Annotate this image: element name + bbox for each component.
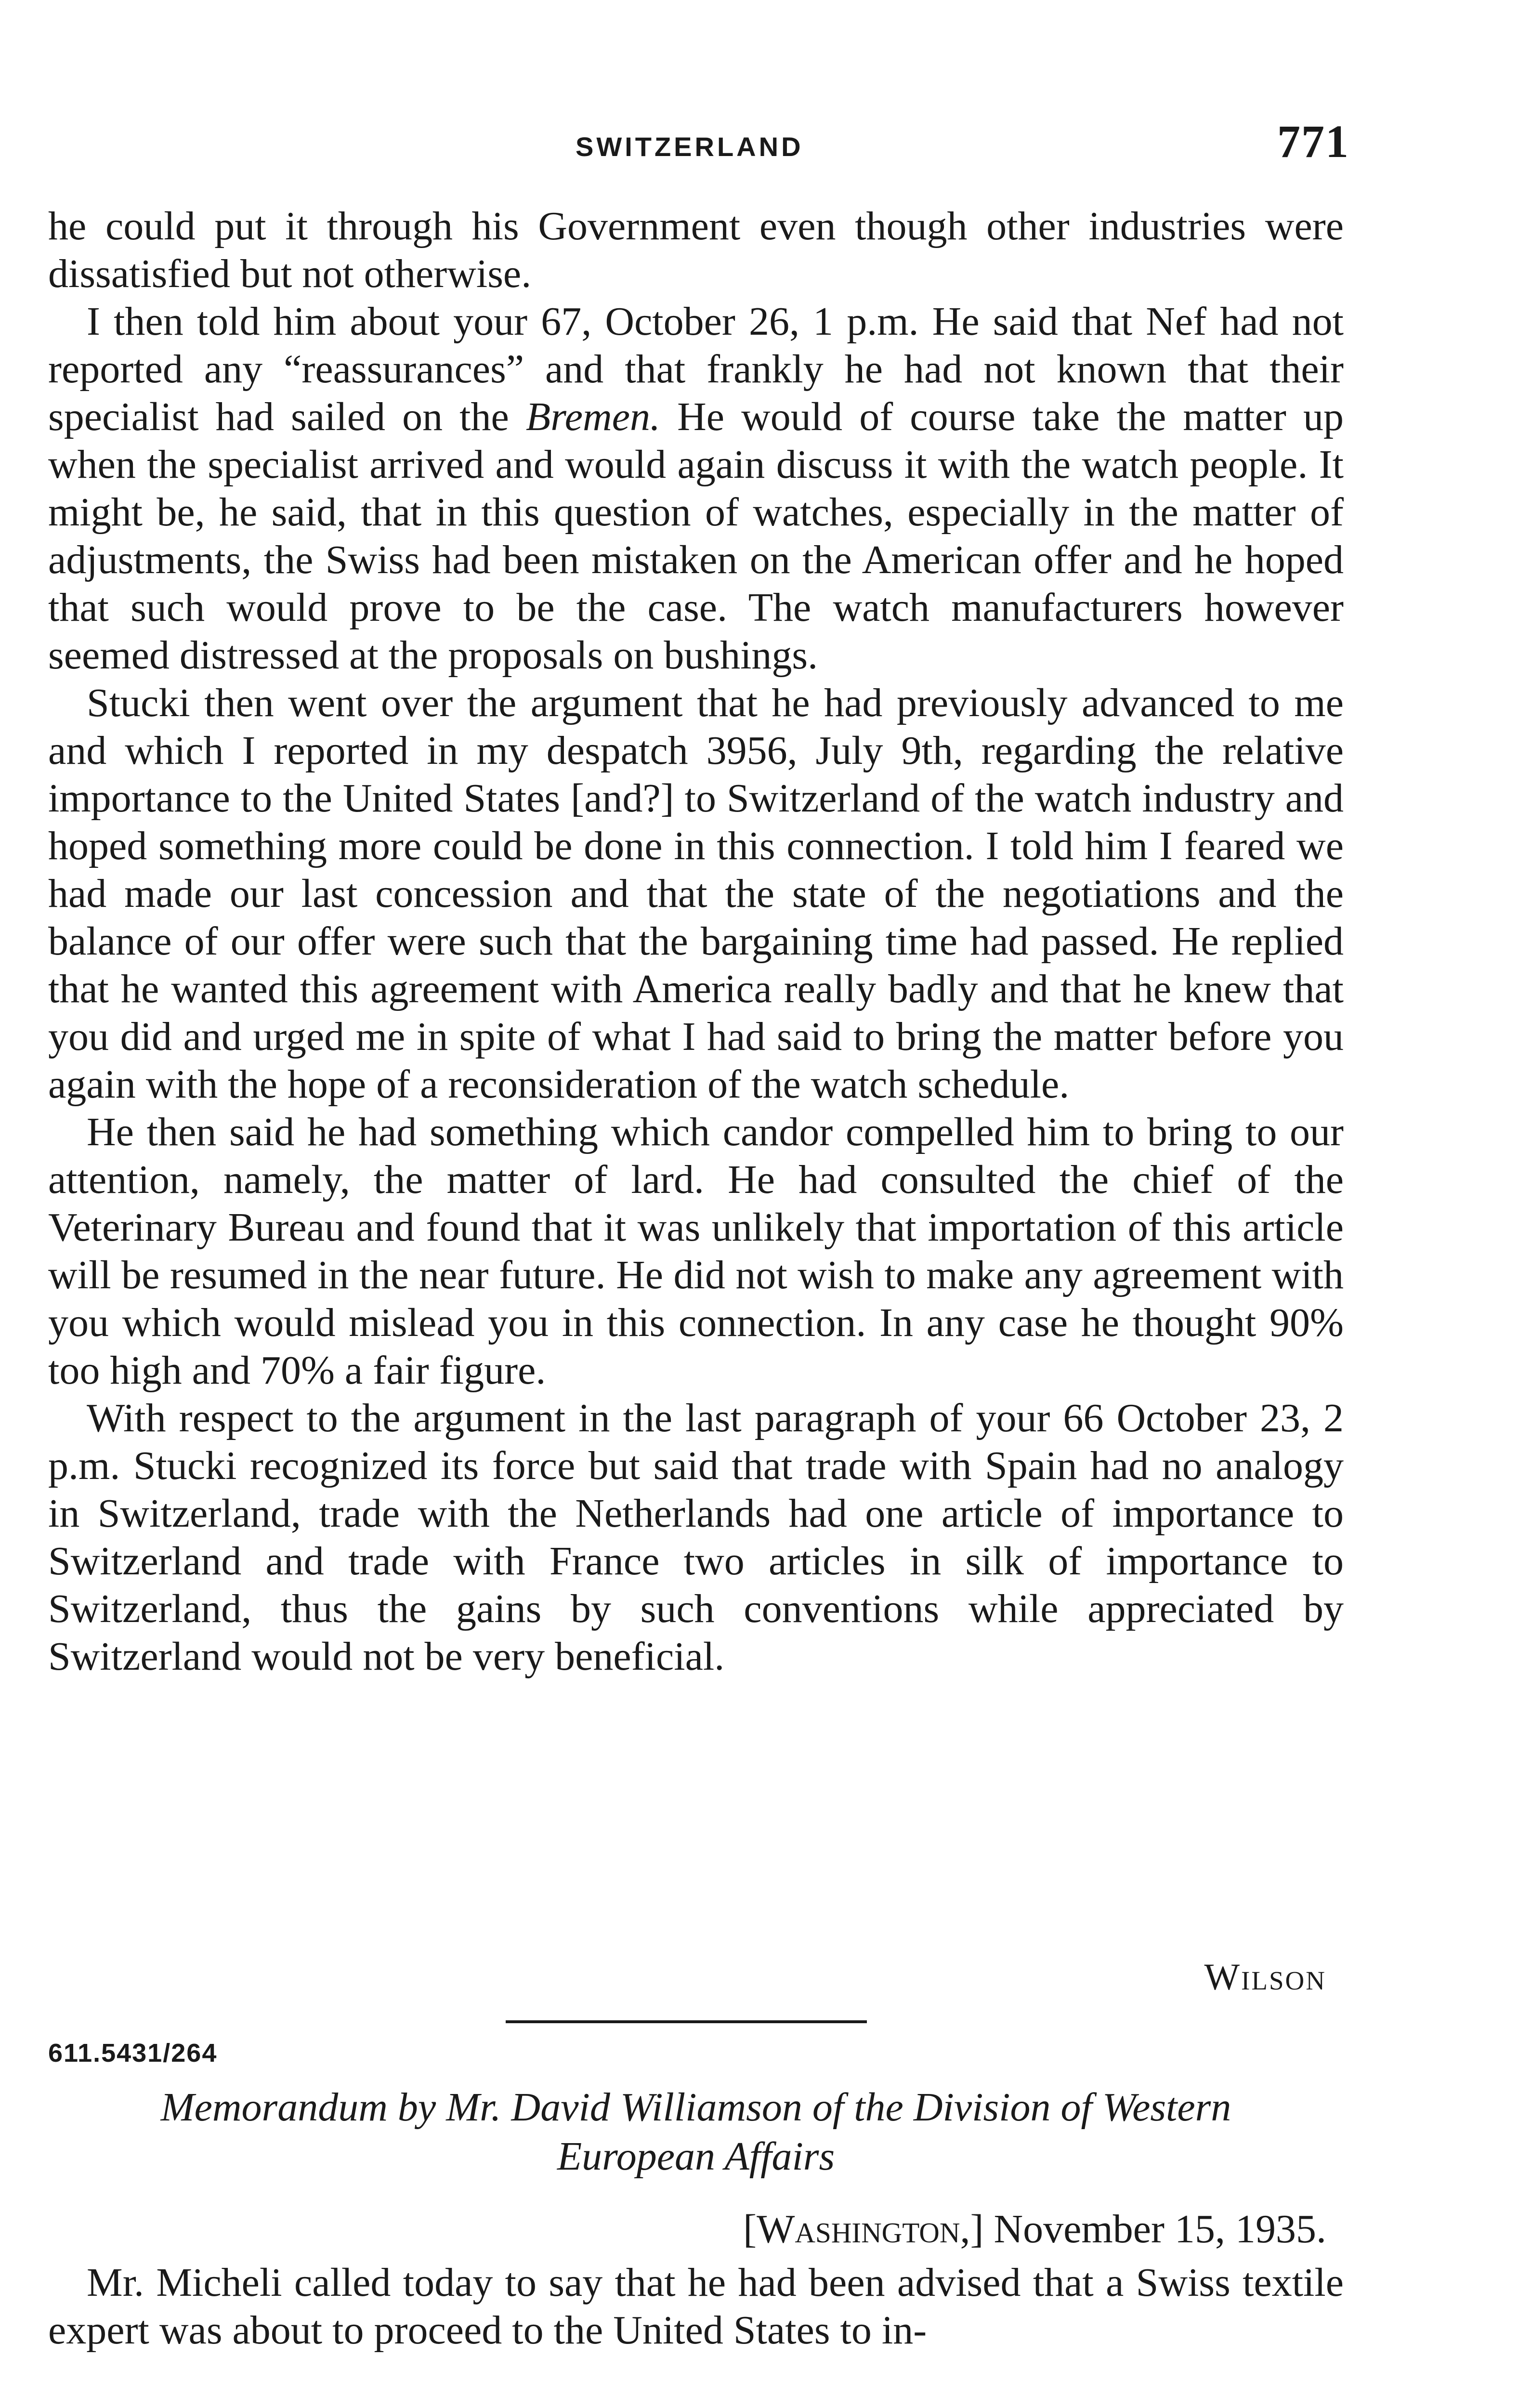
page-number: 771	[1277, 116, 1349, 167]
paragraph-2-after: He would of course take the matter up when the specialist arrived and would again discuss it with the watch people. It might be, he said, that in this question of watches, especially in the matter of adjustments, the Swiss had been mistaken on the American offer and he hoped that such would prove to be the case. The watch manufacturers however seemed distressed at the proposals on bushings.	[48, 394, 1344, 678]
dateline-place: [Washington,]	[743, 2207, 984, 2251]
paragraph-3: Stucki then went over the argument that he had previously advanced to me and which I reported in my despatch 3956, July 9th, regarding the relative importance to the United States [and?] to Switzerland of the watch industry and hoped something more could be done in this connection. I told him I feared we had made our last concession and that the state of the negotiations and the balance of our offer were such that the bargaining time had passed. He replied that he wanted this agreement with America really badly and that he knew that you did and urged me in spite of what I had said to bring the matter before you again with the hope of a reconsideration of the watch schedule.	[48, 681, 1344, 1107]
signature: Wilson	[1204, 1956, 1326, 1998]
paragraph-2-before: I then told him about your 67, October 26, 1 p.m. He said that Nef had not reported any “reassurances” and that frankly he had not known that their specialist had sailed on the	[48, 299, 1344, 439]
dateline	[743, 2206, 1326, 2252]
paragraph-5: With respect to the argument in the last paragraph of your 66 October 23, 2 p.m. Stucki recognized its force but said that trade with Spain had no analogy in Switzerland, trade with the Netherlands had one article of importance to Switzerland and trade with France two articles in silk of importance to Switzerland, thus the gains by such conventions while appreciated by Switzerland would not be very beneficial.	[48, 1396, 1344, 1679]
ship-name: Bremen.	[525, 394, 661, 439]
file-number: 611.5431/264	[48, 2039, 218, 2068]
running-title: SWITZERLAND	[576, 131, 804, 162]
memo-heading-line-1: Memorandum by Mr. David Williamson of the Division of Western	[160, 2085, 1231, 2130]
memo-heading-line-2: European Affairs	[557, 2134, 835, 2179]
memo-heading	[48, 2083, 1344, 2181]
memo-paragraph: Mr. Micheli called today to say that he had been advised that a Swiss textile expert was about to proceed to the United States to in-	[48, 2260, 1344, 2353]
letter-body	[48, 202, 1344, 1680]
paragraph-2	[48, 298, 1344, 679]
running-head	[0, 116, 1518, 173]
section-divider	[506, 2020, 867, 2023]
dateline-date: November 15, 1935.	[994, 2207, 1326, 2251]
paragraph-4: He then said he had something which candor compelled him to bring to our attention, namely, the matter of lard. He had consulted the chief of the Veterinary Bureau and found that it was unlikely that importation of this article will be resumed in the near future. He did not wish to make any agreement with you which would mislead you in this connection. In any case he thought 90% too high and 70% a fair figure.	[48, 1110, 1344, 1393]
paragraph-1: he could put it through his Government even though other industries were dissatisfied but not otherwise.	[48, 204, 1344, 296]
